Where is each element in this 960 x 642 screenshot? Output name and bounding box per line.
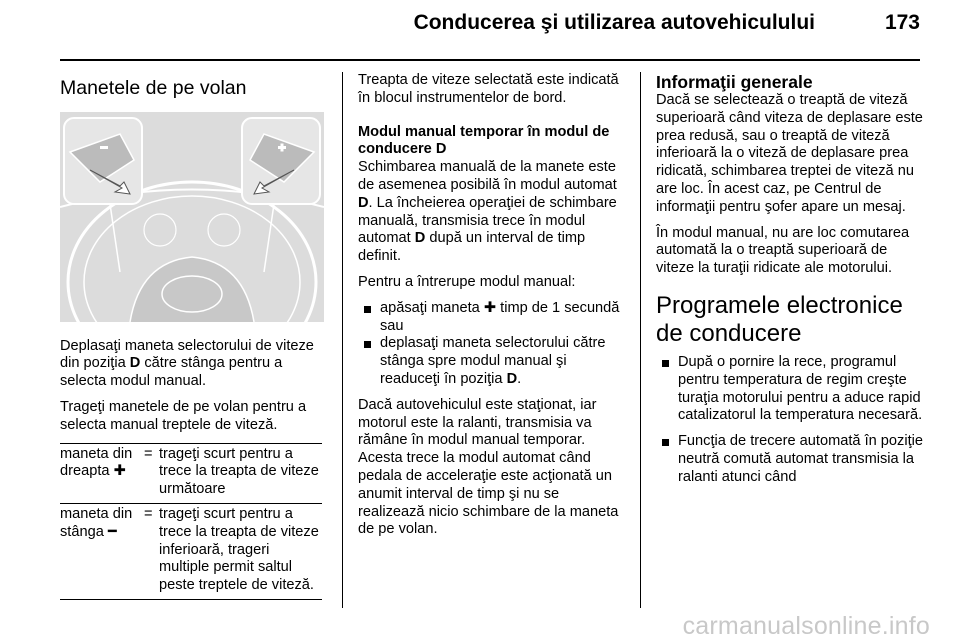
- section-title-electronic-programs: Programele electronice de conducere: [656, 291, 903, 347]
- subheading-temporary-manual: Modul manual temporar în modul de conducere D: [358, 123, 610, 158]
- header-rule: [60, 59, 920, 61]
- section-title-steering-paddles: Manetele de pe volan: [60, 77, 247, 99]
- page-number: 173: [884, 11, 920, 34]
- steering-wheel-paddles-illustration: [60, 112, 324, 322]
- list-item: deplasaţi maneta selectorului către stânga spre modul manual şi readuceţi în poziţia D.: [358, 335, 626, 388]
- subheading-general-info: Informaţii generale: [656, 72, 813, 92]
- header-title: Conducerea şi utilizarea autovehiculului: [413, 11, 815, 34]
- col3-para2: În modul manual, nu are loc comutarea automată la o treaptă superioară de viteze la turaţii ridicate ale motorului.: [656, 224, 910, 277]
- col2-bullet-list: [358, 300, 626, 389]
- column-1: [60, 72, 326, 600]
- col2-para4: Dacă autovehiculul este staţionat, iar motorul este la ralanti, transmisia va rămâne în modul manual temporar. Acesta trece la modul automat când pedala de acceleraţie este acţionată un anumit interval de timp şi nu se realizează nicio schimbare de la maneta de pe volan.: [358, 396, 619, 538]
- col2-para2: Schimbarea manuală de la manete este de asemenea posibilă în modul automat D. La încheierea operaţiei de schimbare manuală, transmisia trece în modul automat D după un interval de timp definit.: [358, 159, 617, 265]
- list-item: După o pornire la rece, programul pentru temperatura de regim creşte turaţia motorului pentru a aduce rapid catalizatorul la temperatura necesară.: [656, 354, 924, 425]
- column-divider-2: [640, 72, 641, 608]
- plus-icon: ✚: [113, 463, 126, 480]
- col1-para2: Trageţi manetele de pe volan pentru a selecta manual treptele de viteză.: [60, 398, 307, 433]
- col1-para1: Deplasaţi maneta selectorului de viteze din poziţia D către stânga pentru a selecta modul manual.: [60, 337, 314, 390]
- plus-icon: ✚: [483, 299, 497, 316]
- definition-row-left-paddle: maneta din stânga ━ = trageţi scurt pentru a trece la treapta de viteze inferioară, trageri multiple permit saltul peste treptele de viteză.: [60, 503, 322, 599]
- definition-row-right-paddle: maneta din dreapta ✚ = trageţi scurt pentru a trece la treapta de viteze următoare: [60, 445, 319, 498]
- list-item: apăsaţi maneta ✚ timp de 1 secundă sau: [358, 300, 626, 336]
- column-divider-1: [342, 72, 343, 608]
- minus-icon: ━: [107, 523, 117, 540]
- col2-para3: Pentru a întrerupe modul manual:: [358, 273, 576, 290]
- list-item: Funcţia de trecere automată în poziţie neutră comută automat transmisia la ralanti atunci când: [656, 433, 924, 486]
- col3-para1: Dacă se selectează o treaptă de viteză superioară când viteza de deplasare este prea redusă, sau o treaptă de viteză inferioară la o viteză de deplasare prea ridicată, schimbarea treptei de viteză nu are loc. În acest caz, pe Centrul de informaţii pentru şofer apare un mesaj.: [656, 92, 923, 215]
- col2-para1: Treapta de viteze selectată este indicată în blocul instrumentelor de bord.: [358, 72, 619, 106]
- column-3: [656, 72, 924, 495]
- col3-bullet-list: [656, 354, 924, 487]
- definition-table: [60, 443, 322, 600]
- column-2: [358, 72, 626, 547]
- watermark: carmanualsonline.info: [682, 612, 930, 640]
